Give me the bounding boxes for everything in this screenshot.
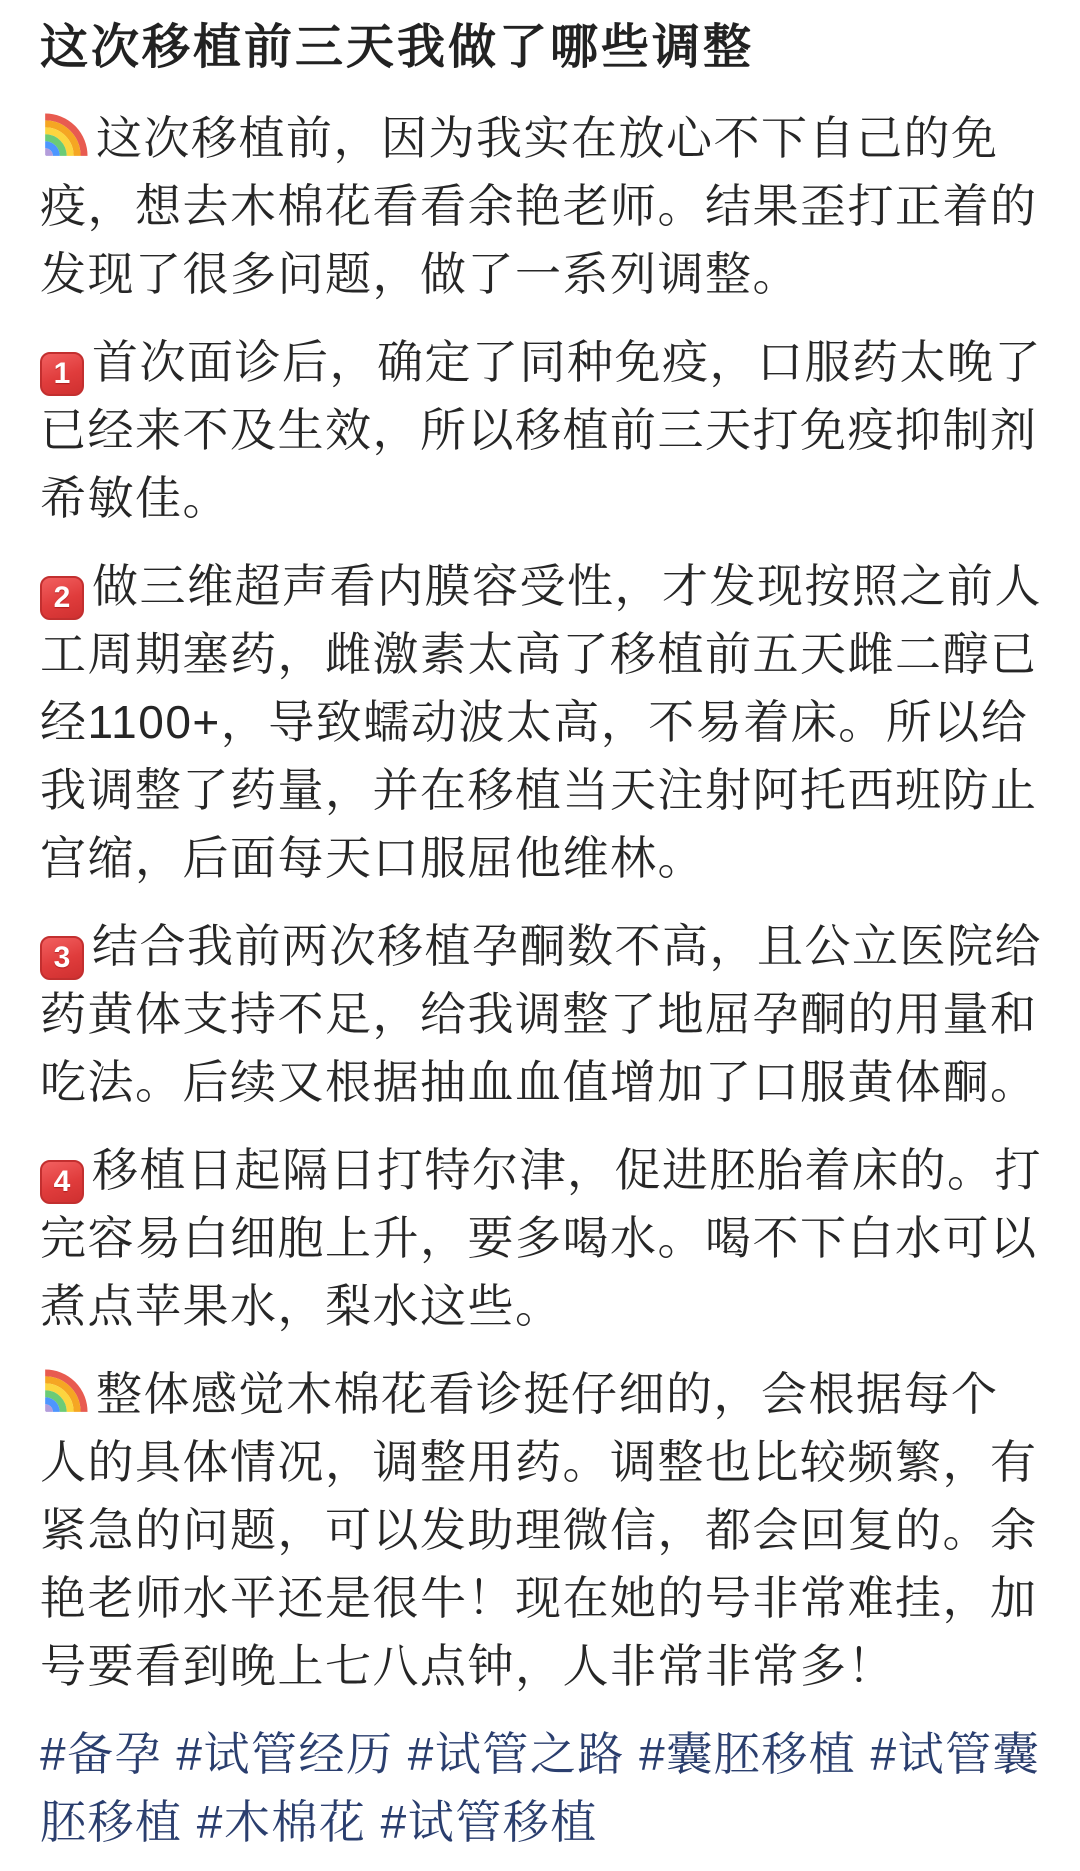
- paragraph-text: 首次面诊后，确定了同种免疫，口服药太晚了已经来不及生效，所以移植前三天打免疫抑制剂希敏佳。: [40, 336, 1042, 524]
- rainbow-icon: [40, 110, 92, 160]
- paragraph-text: 整体感觉木棉花看诊挺仔细的，会根据每个人的具体情况，调整用药。调整也比较频繁，有紧急的问题，可以发助理微信，都会回复的。余艳老师水平还是很牛！现在她的号非常难挂，加号要看到晚上七八点钟，人非常非常多！: [40, 1368, 1038, 1692]
- hashtag-link[interactable]: #试管经历: [176, 1728, 394, 1780]
- rainbow-icon: [40, 1366, 92, 1416]
- hashtag-link[interactable]: #木棉花: [196, 1796, 367, 1848]
- hashtag-link[interactable]: #试管之路: [407, 1728, 625, 1780]
- hashtag-list: [40, 1720, 1044, 1856]
- post-paragraph: [40, 328, 1044, 532]
- keycap-digit: 4: [53, 1165, 71, 1198]
- post-title: 这次移植前三天我做了哪些调整: [40, 21, 755, 74]
- hashtag-link[interactable]: #试管移植: [380, 1796, 598, 1848]
- paragraph-text: 这次移植前，因为我实在放心不下自己的免疫，想去木棉花看看余艳老师。结果歪打正着的发现了很多问题，做了一系列调整。: [40, 112, 1038, 300]
- keycap-2-icon: [40, 576, 84, 620]
- post-paragraph: [40, 552, 1044, 892]
- hashtag-link[interactable]: #囊胚移植: [639, 1728, 857, 1780]
- paragraph-text: 移植日起隔日打特尔津，促进胚胎着床的。打完容易白细胞上升，要多喝水。喝不下白水可以煮点苹果水，梨水这些。: [40, 1144, 1042, 1332]
- post-paragraph: [40, 104, 1044, 308]
- paragraph-text: 结合我前两次移植孕酮数不高，且公立医院给药黄体支持不足，给我调整了地屈孕酮的用量和吃法。后续又根据抽血血值增加了口服黄体酮。: [40, 920, 1042, 1108]
- keycap-1-icon: [40, 352, 84, 396]
- post-paragraph: [40, 1136, 1044, 1340]
- keycap-3-icon: [40, 936, 84, 980]
- hashtag-link[interactable]: #试管囊胚移植: [40, 1728, 1041, 1848]
- paragraph-text: 做三维超声看内膜容受性，才发现按照之前人工周期塞药，雌激素太高了移植前五天雌二醇已经1100+，导致蠕动波太高，不易着床。所以给我调整了药量，并在移植当天注射阿托西班防止宫缩，后面每天口服屈他维林。: [40, 560, 1042, 884]
- keycap-digit: 1: [53, 357, 71, 390]
- hashtag-link[interactable]: #备孕: [40, 1728, 163, 1780]
- keycap-digit: 2: [53, 581, 71, 614]
- keycap-digit: 3: [53, 941, 71, 974]
- keycap-4-icon: [40, 1160, 84, 1204]
- post-paragraph: [40, 1360, 1044, 1700]
- post-paragraph: [40, 912, 1044, 1116]
